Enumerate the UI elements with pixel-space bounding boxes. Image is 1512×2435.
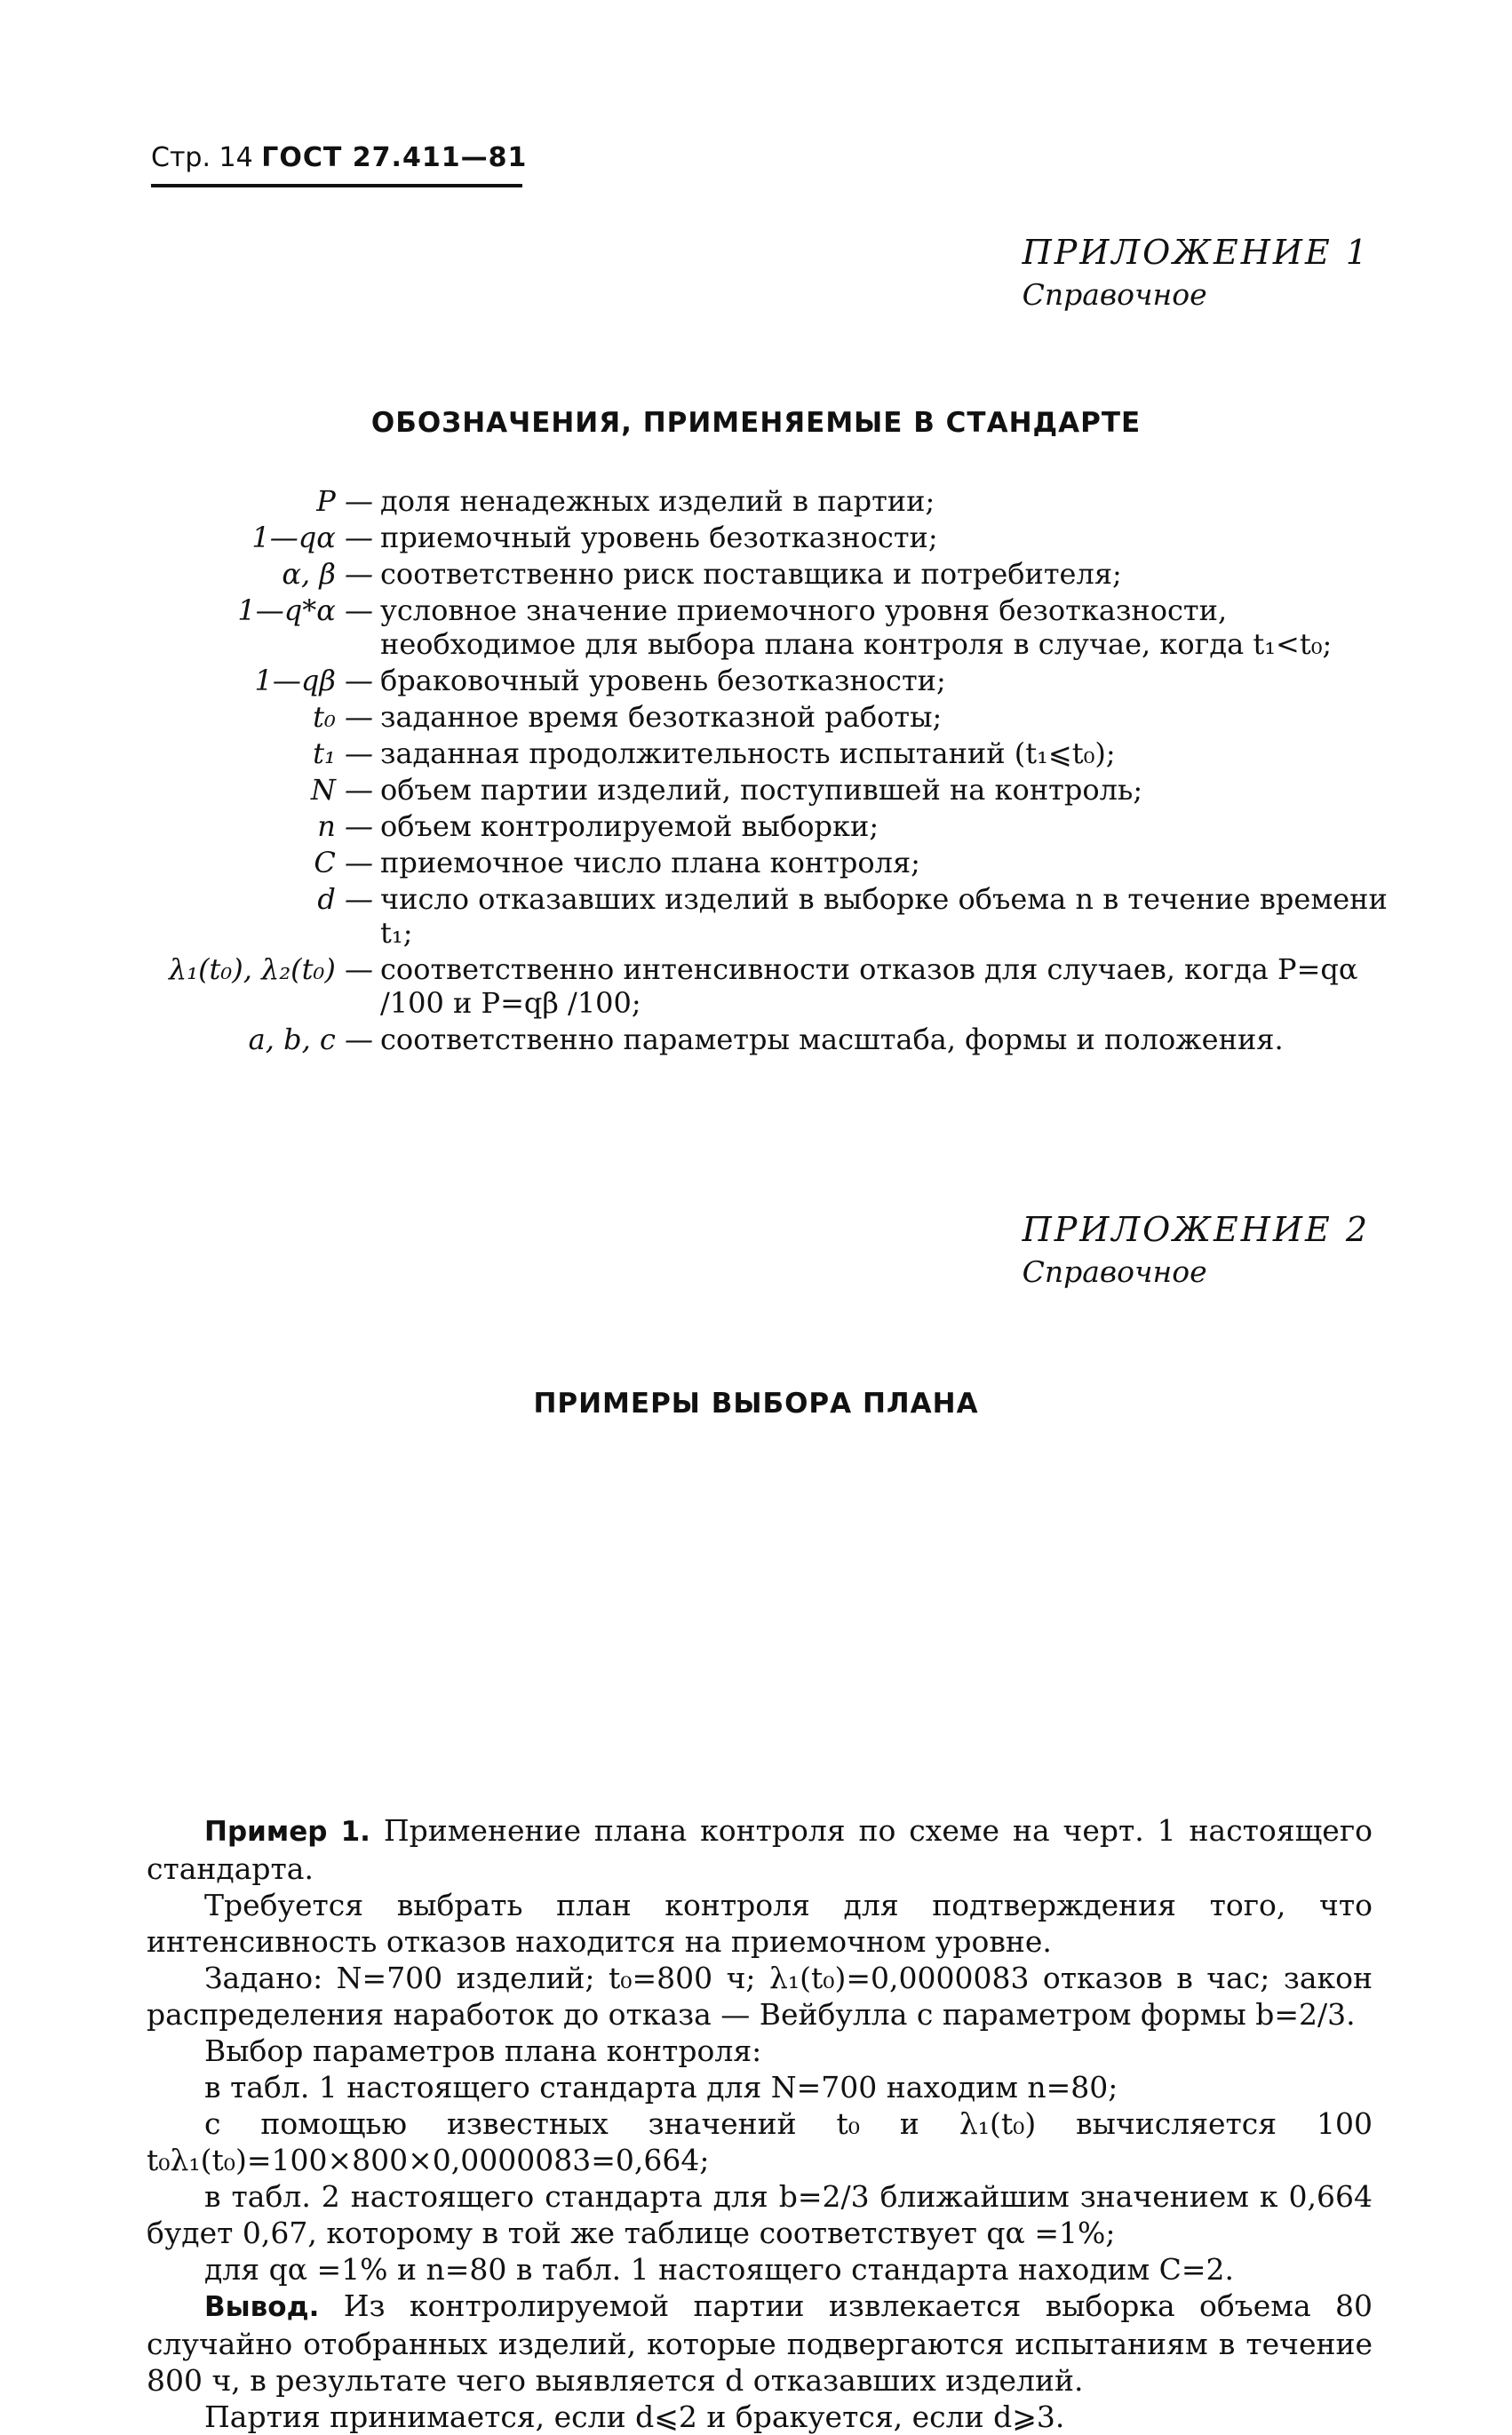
definition-text: приемочное число плана контроля; (380, 846, 920, 879)
example-paragraph: Требуется выбрать план контроля для подтверждения того, что интенсивность отказов находится на приемочном уровне. (147, 1888, 1373, 1959)
example-paragraph: Задано: N=700 изделий; t₀=800 ч; λ₁(t₀)=0,0000083 отказов в час; закон распределения наработок до отказа — Вейбулла с параметром формы b=2/3. (147, 1961, 1373, 2032)
definition-text: браковочный уровень безотказности; (380, 664, 946, 697)
definition-item (147, 664, 1390, 697)
definition-symbol: α, β — (282, 557, 373, 591)
definition-symbol: n — (317, 809, 373, 843)
appendix-1-subtitle: Справочное (1022, 277, 1207, 312)
definition-item (147, 593, 1390, 661)
definition-symbol: 1—q*α — (237, 593, 373, 627)
definition-text: заданное время безотказной работы; (380, 700, 943, 734)
definition-symbol: t₁ — (313, 736, 373, 770)
example-paragraph: Партия принимается, если d⩽2 и бракуется, если d⩾3. (204, 2399, 1065, 2434)
example-body (147, 1812, 1373, 2435)
definition-symbol: N — (310, 773, 373, 807)
example-text: Применение плана контроля по схеме на черт. 1 настоящего стандарта. (147, 1813, 1373, 1886)
page-header (151, 142, 528, 187)
example-label: Пример 1. (204, 1816, 370, 1848)
definition-text: доля ненадежных изделий в партии; (380, 484, 935, 518)
appendix-1-title: ПРИЛОЖЕНИЕ 1 (1022, 233, 1370, 272)
definition-item (147, 846, 1390, 879)
conclusion-paragraph (147, 2288, 1373, 2399)
definition-item (147, 700, 1390, 734)
conclusion-text: Из контролируемой партии извлекается выборка объема 80 случайно отобранных изделий, которые подвергаются испытаниям в течение 800 ч, в результате чего выявляется d отказавших изделий. (147, 2288, 1373, 2398)
appendix-2-subtitle: Справочное (1022, 1254, 1207, 1289)
definition-text: соответственно интенсивности отказов для случаев, когда P=qα /100 и P=qβ /100; (380, 952, 1358, 1020)
definition-text: заданная продолжительность испытаний (t₁⩽t₀); (380, 736, 1116, 770)
definition-item (147, 809, 1390, 843)
definition-symbol: a, b, c — (248, 1023, 373, 1056)
page-number: Стр. 14 (151, 142, 253, 173)
appendix-2-title: ПРИЛОЖЕНИЕ 2 (1022, 1210, 1370, 1249)
definition-symbol: 1—qβ — (254, 664, 373, 697)
definition-symbol: t₀ — (313, 700, 373, 734)
definition-text: соответственно параметры масштаба, формы и положения. (380, 1023, 1284, 1056)
example-paragraph: с помощью известных значений t₀ и λ₁(t₀) вычисляется 100 t₀λ₁(t₀)=100×800×0,0000083=0,664; (147, 2106, 1373, 2177)
definition-symbol: 1—qα — (251, 521, 373, 554)
definition-item (147, 882, 1390, 950)
definition-text: объем контролируемой выборки; (380, 809, 879, 843)
definition-item (147, 484, 1390, 518)
definition-text: объем партии изделий, поступившей на контроль; (380, 773, 1143, 807)
definition-item (147, 773, 1390, 807)
appendix-1-heading (1023, 233, 1370, 312)
section-2-title: ПРИМЕРЫ ВЫБОРА ПЛАНА (533, 1388, 979, 1420)
section-1-title: ОБОЗНАЧЕНИЯ, ПРИМЕНЯЕМЫЕ В СТАНДАРТЕ (370, 407, 1142, 439)
definition-symbol: λ₁(t₀), λ₂(t₀) — (168, 952, 373, 986)
definition-item (147, 521, 1390, 554)
definition-symbol: P — (316, 484, 373, 518)
example-paragraph: Выбор параметров плана контроля: (204, 2033, 762, 2068)
definition-item (147, 952, 1390, 1020)
example-paragraph: в табл. 2 настоящего стандарта для b=2/3 ближайшим значением к 0,664 будет 0,67, которому в той же таблице соответствует qα =1%; (147, 2179, 1373, 2250)
definition-item (147, 736, 1390, 770)
appendix-2-heading (1023, 1210, 1370, 1289)
example-paragraph: для qα =1% и n=80 в табл. 1 настоящего стандарта находим C=2. (204, 2252, 1235, 2287)
definition-item (147, 1023, 1390, 1056)
definition-text: приемочный уровень безотказности; (380, 521, 938, 554)
example-paragraph (147, 1812, 1373, 1887)
definition-symbol: d — (317, 882, 373, 916)
definition-text: число отказавших изделий в выборке объема n в течение времени t₁; (380, 882, 1388, 950)
conclusion-label: Вывод. (204, 2291, 320, 2323)
definition-item (147, 557, 1390, 591)
definition-text: условное значение приемочного уровня безотказности, необходимое для выбора плана контроля в случае, когда t₁<t₀; (380, 593, 1333, 661)
definitions-list (147, 484, 1390, 1059)
definition-text: соответственно риск поставщика и потребителя; (380, 557, 1122, 591)
definition-symbol: C — (314, 846, 373, 879)
gost-number: ГОСТ 27.411—81 (261, 142, 528, 173)
example-paragraph: в табл. 1 настоящего стандарта для N=700 находим n=80; (204, 2070, 1118, 2105)
